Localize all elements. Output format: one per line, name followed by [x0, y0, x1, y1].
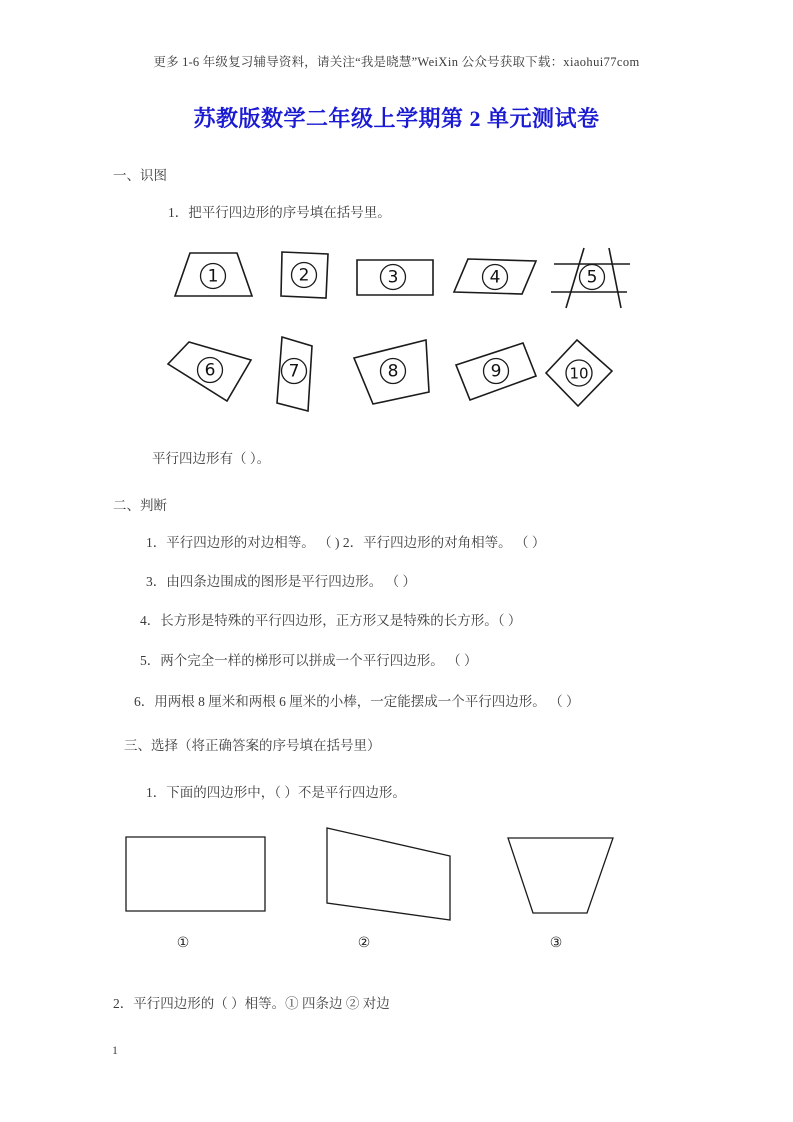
- figure-2-square-quad: [281, 252, 328, 298]
- page-title: 苏教版数学二年级上学期第 2 单元测试卷: [193, 106, 600, 131]
- section-three-question-2: 2．平行四边形的（ ）相等。① 四条边 ② 对边: [113, 996, 390, 1011]
- svg-text:3: 3: [387, 267, 399, 288]
- svg-text:10: 10: [569, 364, 589, 383]
- choice-figure-2-slanted-quad: [327, 828, 450, 920]
- figure-7-vertical-parallelogram: [277, 337, 312, 411]
- figure-9-tilted-rectangle: [456, 343, 536, 400]
- promo-text-url: xiaohui77com: [563, 55, 640, 69]
- figure-6-tilted-parallelogram: [168, 342, 251, 401]
- page-number: 1: [112, 1043, 118, 1057]
- svg-text:8: 8: [387, 361, 399, 382]
- choice-caption-3: ③: [549, 935, 563, 951]
- section-heading-three: 三、选择（将正确答案的序号填在括号里）: [124, 738, 381, 753]
- choice-caption-1: ①: [176, 935, 190, 951]
- choice-figure-1-rectangle: [126, 837, 265, 911]
- svg-text:6: 6: [204, 360, 216, 381]
- figure-group-choices: [113, 818, 673, 928]
- judge-item-1: 1．平行四边形的对边相等。 （ ) 2．平行四边形的对角相等。 （ ）: [146, 535, 546, 550]
- figure-3-rectangle: [357, 260, 433, 295]
- figure-8-tilted-trapezoid: [354, 340, 429, 404]
- svg-text:2: 2: [298, 265, 310, 286]
- figure-1-trapezoid: [175, 253, 252, 296]
- svg-text:4: 4: [489, 267, 501, 288]
- section-one-question-1: 1．把平行四边形的序号填在括号里。: [168, 205, 391, 220]
- judge-item-4: 4．长方形是特殊的平行四边形，正方形又是特殊的长方形。（ ）: [140, 613, 522, 628]
- promo-header: [0, 52, 793, 70]
- figure-group-row-2: [165, 334, 635, 416]
- figure-10-rhombus: [546, 340, 612, 406]
- judge-item-3: 3．由四条边围成的图形是平行四边形。 （ ）: [146, 574, 416, 589]
- figure-5-crossed-lines: [551, 248, 630, 308]
- promo-text-part2: 公众号获取下载：: [458, 55, 564, 69]
- choice-caption-2: ②: [357, 935, 371, 951]
- svg-text:1: 1: [207, 266, 219, 287]
- promo-text-weixin: WeiXin: [417, 55, 459, 69]
- section-three-question-1: 1．下面的四边形中，（ ）不是平行四边形。: [146, 785, 406, 800]
- judge-item-5: 5．两个完全一样的梯形可以拼成一个平行四边形。 （ ）: [140, 653, 478, 668]
- section-one-fill-line: 平行四边形有（ ）。: [152, 451, 271, 466]
- choice-figure-3-trapezoid: [508, 838, 613, 913]
- judge-item-6: 6．用两根 8 厘米和两根 6 厘米的小棒，一定能摆成一个平行四边形。 （ ）: [134, 694, 580, 709]
- promo-text-part1: 更多 1-6 年级复习辅导资料，请关注“我是晓慧”: [153, 55, 418, 69]
- svg-text:5: 5: [586, 267, 598, 288]
- section-heading-two: 二、判断: [113, 498, 167, 513]
- svg-text:9: 9: [490, 361, 502, 382]
- svg-text:7: 7: [288, 361, 300, 382]
- figure-group-row-1: [165, 248, 635, 320]
- figure-4-parallelogram: [454, 259, 536, 294]
- section-heading-one: 一、识图: [113, 168, 167, 183]
